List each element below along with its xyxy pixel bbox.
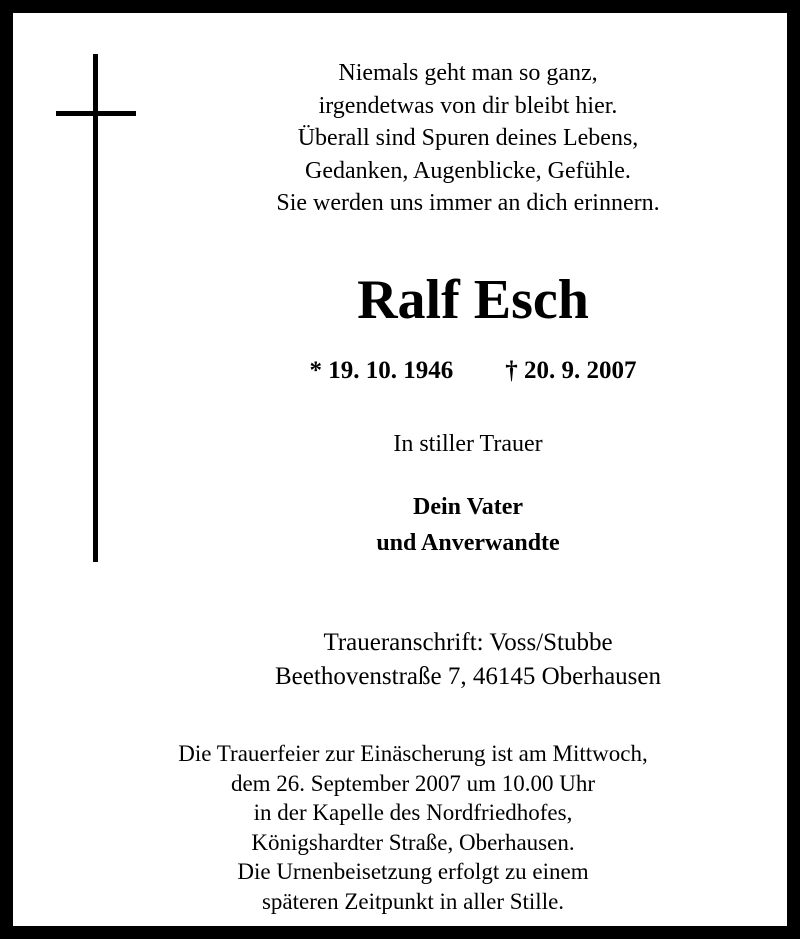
- poem-line: Niemals geht man so ganz,: [338, 60, 598, 86]
- mourning-intro: In stiller Trauer: [393, 431, 543, 457]
- poem-line: irgendetwas von dir bleibt hier.: [318, 92, 618, 119]
- poem-line: Sie werden uns immer an dich erinnern.: [276, 190, 660, 216]
- family-line: Dein Vater: [413, 494, 523, 520]
- mourning-family: [213, 489, 723, 561]
- service-line: späteren Zeitpunkt in aller Stille.: [261, 888, 565, 914]
- service-line: in der Kapelle des Nordfriedhofes,: [253, 800, 573, 825]
- memorial-poem: [173, 57, 763, 220]
- service-line: Königshardter Straße, Oberhausen.: [251, 829, 575, 855]
- address-line: Beethovenstraße 7, 46145 Oberhausen: [275, 663, 661, 690]
- cross-horizontal-bar: [56, 111, 136, 116]
- family-line: und Anverwandte: [376, 530, 560, 556]
- funeral-service-info: [73, 739, 753, 916]
- death-date: † 20. 9. 2007: [505, 357, 637, 384]
- mourning-address: [163, 626, 773, 694]
- poem-line: Überall sind Spuren deines Lebens,: [297, 125, 639, 151]
- service-line: Die Trauerfeier zur Einäscherung ist am Mittwoch,: [178, 741, 648, 766]
- life-dates: [213, 355, 733, 387]
- service-line: dem 26. September 2007 um 10.00 Uhr: [230, 770, 596, 796]
- deceased-name: Ralf Esch: [357, 269, 589, 331]
- birth-date: * 19. 10. 1946: [309, 357, 454, 384]
- poem-line: Gedanken, Augenblicke, Gefühle.: [305, 157, 631, 184]
- service-line: Die Urnenbeisetzung erfolgt zu einem: [237, 859, 589, 884]
- address-line: Traueranschrift: Voss/Stubbe: [323, 629, 613, 656]
- cross-vertical-bar: [93, 54, 98, 562]
